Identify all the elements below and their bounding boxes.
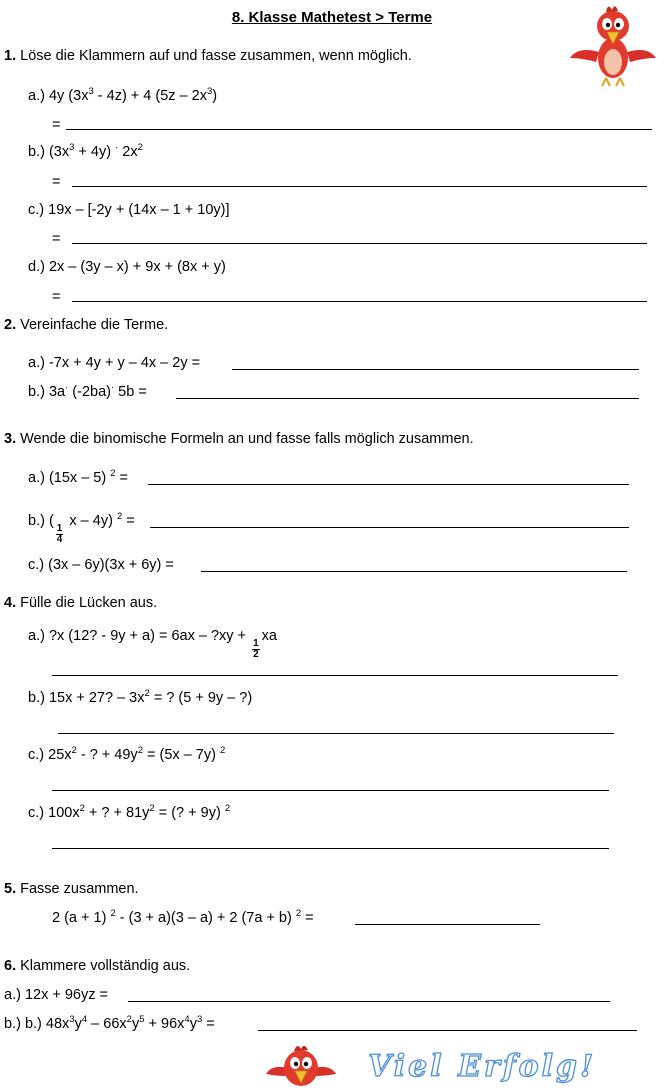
answer-line-1d[interactable] xyxy=(72,301,647,302)
answer-line-4d[interactable] xyxy=(52,848,609,849)
task-2a: a.) -7x + 4y + y – 4x – 2y = xyxy=(28,355,201,371)
task-1d: d.) 2x – (3y – x) + 9x + (8x + y) xyxy=(28,259,226,275)
answer-line-3c[interactable] xyxy=(201,571,627,572)
task-4d: c.) $100x^2$ + ? + $81y^2$ = (? + 9y) $^2$ xyxy=(28,803,231,821)
task-2-heading: 2. Vereinfache die Terme. xyxy=(4,317,169,333)
task-3a: a.) (15x – 5) $^2$ = xyxy=(28,468,128,486)
task-4b: b.) 15x + 27? – $3x^2$ = ? (5 + 9y – ?) xyxy=(28,688,253,706)
answer-line-3a[interactable] xyxy=(148,484,629,485)
task-6b: b.) b.) $48x^3y^4 - 66x^2y^5 + 96x^4y^3$ = xyxy=(4,1014,215,1032)
task-5-equation: 2 (a + 1) $^2$ - (3 + a)(3 – a) + 2 (7a + b) $^2$ = xyxy=(52,908,314,926)
task-2b: b.) 3a· (-2ba)· 5b = xyxy=(28,382,147,400)
task-1c: c.) 19x – [-2y + (14x – 1 + 10y)] xyxy=(28,202,230,218)
task-3c: c.) (3x – 6y)(3x + 6y) = xyxy=(28,557,174,573)
bird-mascot-thumbs-up-icon xyxy=(262,1038,340,1088)
answer-line-6b[interactable] xyxy=(258,1030,637,1031)
task-4a: a.) ?x (12? - 9y + a) = 6ax – ?xy + $\frac{1}{2}$ xa xyxy=(28,628,277,660)
task-5-heading: 5. Fasse zusammen. xyxy=(4,881,139,897)
red-bird-mascot-icon xyxy=(566,2,660,88)
page-title: 8. Klasse Mathetest > Terme xyxy=(231,9,433,26)
answer-line-5[interactable] xyxy=(355,924,540,925)
task-1b: b.) $(3x^3 + 4y)$ · $2x^2$ xyxy=(28,142,143,160)
fraction-one-half: $\frac{1}{2}$ xyxy=(253,638,259,660)
fraction-one-quarter: $\frac{1}{4}$ xyxy=(56,523,63,545)
task-1a-equals: = xyxy=(52,117,61,133)
task-1c-equals: = xyxy=(52,231,61,247)
answer-line-4b[interactable] xyxy=(58,733,614,734)
task-3-heading: 3. Wende die binomische Formeln an und fasse falls möglich zusammen. xyxy=(4,431,474,447)
task-6-heading: 6. Klammere vollständig aus. xyxy=(4,958,191,974)
task-6a: a.) 12x + 96yz = xyxy=(4,987,108,1003)
answer-line-2b[interactable] xyxy=(176,398,639,399)
answer-line-1b[interactable] xyxy=(72,186,647,187)
task-1a: a.) 4y $(3x^3 - 4z) + 4$ $(5z - 2x^3)$ xyxy=(28,86,218,104)
answer-line-3b[interactable] xyxy=(150,527,629,528)
task-1-heading: 1. Löse die Klammern auf und fasse zusammen, wenn möglich. xyxy=(4,48,412,64)
answer-line-4a[interactable] xyxy=(52,675,618,676)
good-luck-text: Viel Erfolg! xyxy=(368,1049,597,1084)
task-1d-equals: = xyxy=(52,289,61,305)
task-3b: b.) ( $\frac{1}{4}$ x – 4y) $^2$ = xyxy=(28,511,135,545)
answer-line-4c[interactable] xyxy=(52,790,609,791)
answer-line-2a[interactable] xyxy=(232,369,639,370)
answer-line-6a[interactable] xyxy=(128,1001,610,1002)
task-4c: c.) $25x^2$ - ? + $49y^2 = (5x - 7y)$ $^2$ xyxy=(28,745,226,763)
answer-line-1a[interactable] xyxy=(66,129,652,130)
answer-line-1c[interactable] xyxy=(72,243,647,244)
task-4-heading: 4. Fülle die Lücken aus. xyxy=(4,595,158,611)
task-1b-equals: = xyxy=(52,174,61,190)
